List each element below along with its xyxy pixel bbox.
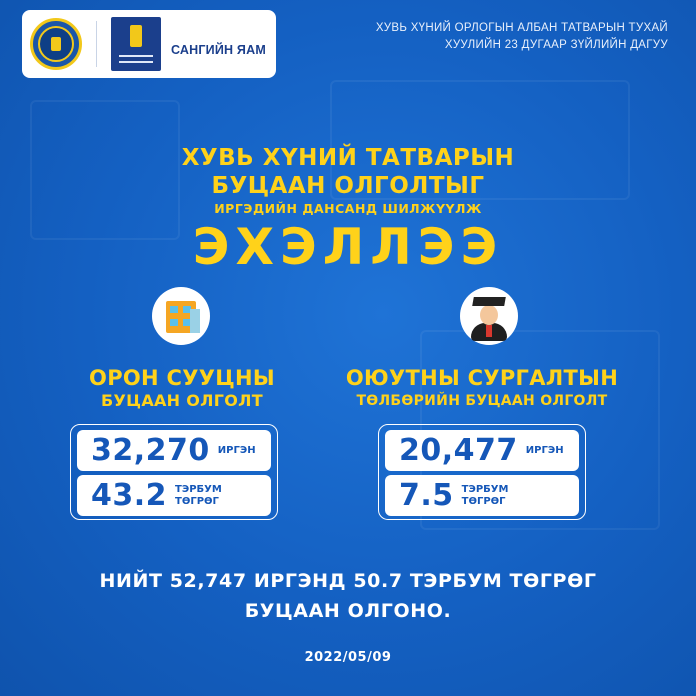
- housing-amount-unit: [175, 484, 222, 508]
- housing-stats-box: [70, 424, 278, 520]
- main-title-line2: БУЦААН ОЛГОЛТЫГ: [211, 173, 485, 199]
- tuition-amount-unit-line2: ТӨГРӨГ: [461, 495, 506, 507]
- housing-citizens-row: [77, 430, 271, 471]
- law-reference-line2: ХУУЛИЙН 23 ДУГААР ЗҮЙЛИЙН ДАГУУ: [444, 39, 668, 51]
- total-summary-line1: НИЙТ 52,747 ИРГЭНД 50.7 ТЭРБУМ ТӨГРӨГ: [99, 570, 597, 592]
- housing-citizens-unit: ИРГЭН: [217, 444, 256, 456]
- housing-amount-row: [77, 475, 271, 516]
- ministry-soyombo-logo-icon: [111, 17, 161, 71]
- tuition-title-line1: ОЮУТНЫ СУРГАЛТЫН: [345, 366, 619, 390]
- apartment-building-icon: [152, 287, 210, 345]
- housing-amount-value: 43.2: [91, 478, 168, 513]
- housing-citizens-value: 32,270: [91, 433, 210, 468]
- main-title-headline: ЭХЭЛЛЭЭ: [192, 218, 504, 276]
- housing-title-line2: БУЦААН ОЛГОЛТ: [101, 391, 263, 410]
- ministry-name: САНГИЙН ЯАМ: [171, 43, 266, 57]
- header-logo-card: [22, 10, 276, 78]
- tuition-citizens-unit: ИРГЭН: [525, 444, 564, 456]
- housing-section-title: [52, 366, 312, 412]
- tuition-amount-value: 7.5: [399, 478, 454, 513]
- housing-amount-unit-line2: ТӨГРӨГ: [175, 495, 219, 507]
- tuition-amount-unit-line1: ТЭРБУМ: [461, 483, 509, 495]
- total-summary: [0, 566, 696, 626]
- tuition-amount-unit: [462, 484, 509, 508]
- tuition-title-line2: ТӨЛБӨРИЙН БУЦААН ОЛГОЛТ: [356, 393, 608, 409]
- main-title: [0, 144, 696, 276]
- housing-amount-unit-line1: ТЭРБУМ: [175, 483, 222, 495]
- main-title-line3: ИРГЭДИЙН ДАНСАНД ШИЛЖҮҮЛЖ: [214, 201, 482, 216]
- tuition-citizens-value: 20,477: [399, 433, 518, 468]
- main-title-line1: ХУВЬ ХҮНИЙ ТАТВАРЫН: [181, 145, 515, 171]
- header-divider: [96, 21, 97, 67]
- tuition-section-title: [312, 366, 652, 412]
- tuition-citizens-row: [385, 430, 579, 471]
- graduate-icon: [460, 287, 518, 345]
- total-summary-line2: БУЦААН ОЛГОНО.: [244, 600, 452, 622]
- tuition-amount-row: [385, 475, 579, 516]
- tax-authority-seal-icon: [30, 18, 82, 70]
- law-reference: [288, 20, 668, 54]
- law-reference-line1: ХУВЬ ХҮНИЙ ОРЛОГЫН АЛБАН ТАТВАРЫН ТУХАЙ: [375, 22, 668, 34]
- housing-title-line1: ОРОН СУУЦНЫ: [89, 366, 275, 390]
- publication-date: 2022/05/09: [304, 650, 392, 665]
- tuition-stats-box: [378, 424, 586, 520]
